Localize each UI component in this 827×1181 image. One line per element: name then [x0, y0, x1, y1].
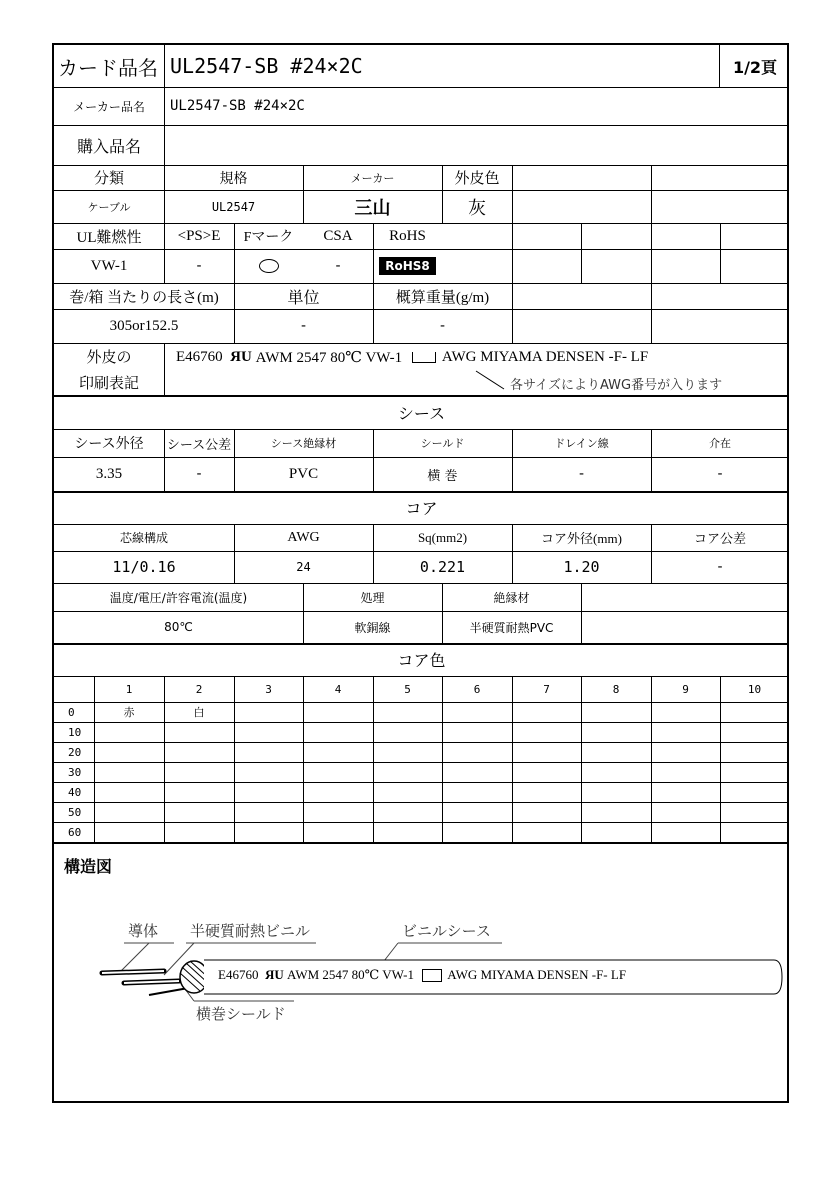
core-header-strand: 芯線構成	[119, 531, 168, 545]
grid-line	[442, 676, 443, 842]
core-header-od: コア外径(mm)	[541, 531, 622, 546]
awg-box-icon	[412, 352, 436, 363]
cable-ul-mark-icon: ЯU	[264, 967, 284, 982]
card-name-label: カード品名	[58, 57, 158, 80]
cert-header-rohs: RoHS	[389, 227, 426, 244]
print-text-c: AWG MIYAMA DENSEN -F- LF	[441, 348, 649, 365]
core-value-temp: 80℃	[164, 620, 193, 634]
structure-title: 構造図	[64, 856, 113, 876]
grid-line	[54, 491, 789, 493]
print-text-b: AWM 2547 80℃ VW-1	[255, 349, 403, 366]
cert-value-rohs	[373, 249, 442, 283]
circle-mark-icon	[259, 259, 279, 273]
color-col-header: 9	[682, 682, 689, 696]
grid-line	[651, 165, 652, 283]
grid-line	[54, 524, 789, 525]
label-sheath: ビニルシース	[402, 921, 491, 940]
class-value-category: ケーブル	[87, 200, 131, 214]
grid-line	[512, 165, 513, 283]
color-col-header: 5	[404, 682, 411, 696]
purchase-name-value	[166, 125, 766, 165]
grid-line	[164, 45, 165, 87]
grid-line	[442, 165, 443, 223]
sheath-value-drain: -	[578, 466, 585, 482]
grid-line	[303, 676, 304, 842]
grid-line	[234, 524, 235, 583]
grid-line	[54, 842, 789, 844]
maker-name-label: メーカー品名	[73, 99, 145, 114]
grid-line	[373, 429, 374, 491]
length-value-unit: -	[300, 318, 307, 334]
sheath-title: シース	[397, 403, 446, 423]
color-row-label: 30	[68, 765, 82, 779]
core-header-sq: Sq(mm2)	[417, 529, 468, 545]
grid-line	[164, 87, 165, 165]
color-col-header: 3	[265, 682, 272, 696]
sheath-header-filler: 介在	[709, 437, 731, 450]
sheath-header-shield: シールド	[420, 437, 465, 450]
cert-header-ul: UL難燃性	[76, 229, 142, 246]
grid-line	[303, 583, 304, 643]
grid-line	[651, 283, 652, 343]
maker-name-value: UL2547-SB #24×2C	[170, 98, 305, 114]
ul-mark-icon: ЯU	[230, 348, 252, 365]
grid-line	[54, 309, 789, 310]
label-shield: 横巻シールド	[196, 1004, 286, 1023]
grid-line	[54, 583, 789, 584]
core-value-insul: 半硬質耐熱PVC	[469, 620, 554, 635]
core-value-awg: 24	[296, 560, 311, 574]
grid-line	[164, 676, 165, 842]
grid-line	[54, 611, 789, 612]
core-value-strand: 11/0.16	[112, 558, 176, 576]
grid-line	[442, 583, 443, 643]
color-col-header: 7	[543, 682, 550, 696]
grid-line	[719, 45, 720, 87]
rohs-badge: RoHS8	[379, 257, 436, 275]
core-header-treat: 処理	[360, 590, 385, 605]
sheath-value-insul: PVC	[288, 465, 319, 482]
sheath-value-od: 3.35	[95, 465, 123, 482]
sheath-header-insul: シース絶縁材	[270, 437, 337, 450]
grid-line	[512, 524, 513, 583]
grid-line	[651, 524, 652, 583]
sheath-value-tol: -	[196, 466, 202, 482]
core-header-insul: 絶縁材	[493, 590, 530, 605]
grid-line	[720, 676, 721, 842]
cert-header-pse: <PS>E	[177, 227, 221, 244]
core-title: コア	[405, 499, 438, 518]
color-col-header: 4	[334, 682, 342, 696]
color-col-header: 6	[473, 682, 481, 696]
grid-line	[373, 524, 374, 583]
class-header-maker: メーカー	[350, 171, 395, 185]
grid-line	[581, 676, 582, 842]
sheath-value-shield: 横 巻	[427, 468, 458, 484]
grid-line	[651, 676, 652, 842]
grid-line	[720, 223, 721, 283]
cert-value-pse: -	[196, 258, 202, 274]
label-insulation: 半硬質耐熱ビニル	[190, 921, 311, 940]
core-header-awg: AWG	[287, 529, 320, 545]
class-header-standard: 規格	[219, 170, 248, 187]
core-value-od: 1.20	[563, 558, 600, 576]
class-value-maker: 三山	[354, 197, 391, 219]
length-value-length: 305or152.5	[109, 317, 179, 334]
label-conductor: 導体	[128, 921, 159, 940]
cable-text-a: E46760	[218, 967, 259, 982]
length-header-unit: 単位	[287, 289, 320, 307]
print-text-a: E46760	[176, 348, 223, 365]
grid-line	[54, 395, 789, 397]
grid-line	[94, 676, 95, 842]
length-value-weight: -	[439, 318, 446, 334]
color-cell: 赤	[123, 706, 135, 719]
print-text	[172, 343, 787, 371]
color-row-label: 0	[68, 705, 75, 719]
length-header-length: 巻/箱 当たりの長さ(m)	[69, 289, 219, 306]
class-value-standard: UL2547	[211, 199, 256, 214]
cable-text-c: AWG MIYAMA DENSEN -F- LF	[447, 967, 627, 982]
core-value-tol: -	[717, 559, 723, 575]
cable-print	[214, 963, 784, 987]
grid-line	[303, 165, 304, 223]
grid-line	[54, 551, 789, 552]
color-row-label: 40	[68, 785, 82, 799]
grid-line	[234, 223, 235, 283]
grid-line	[234, 676, 235, 842]
grid-line	[651, 429, 652, 491]
grid-line	[373, 676, 374, 842]
color-col-header: 2	[195, 682, 203, 696]
cert-header-csa: CSA	[323, 227, 353, 244]
grid-line	[581, 583, 582, 643]
grid-line	[164, 343, 165, 395]
color-row-label: 20	[68, 745, 82, 759]
class-header-color: 外皮色	[454, 169, 500, 187]
core-value-treat: 軟銅線	[354, 620, 391, 635]
grid-line	[512, 676, 513, 842]
page-number: 1/2頁	[732, 57, 778, 77]
grid-line	[164, 165, 165, 283]
grid-line	[512, 429, 513, 491]
cert-value-csa: -	[335, 258, 341, 274]
core-header-tol: コア公差	[693, 531, 746, 546]
length-header-weight: 概算重量(g/m)	[395, 289, 490, 306]
grid-line	[234, 283, 235, 343]
sheath-header-drain: ドレイン線	[554, 437, 609, 450]
class-value-color: 灰	[468, 197, 486, 219]
core-value-sq: 0.221	[419, 558, 466, 576]
core-color-title: コア色	[397, 651, 446, 670]
color-col-header: 1	[125, 682, 133, 696]
cable-text-b: AWM 2547 80℃ VW-1	[286, 967, 414, 982]
grid-line	[581, 223, 582, 283]
cert-value-fmark	[234, 249, 303, 283]
color-col-header: 10	[747, 682, 762, 696]
print-note: 各サイズによりAWG番号が入ります	[510, 377, 723, 393]
color-row-label: 50	[68, 805, 82, 819]
color-row-label: 10	[68, 725, 82, 739]
cert-header-fmark: Fマーク	[243, 230, 294, 245]
sheath-header-od: シース外径	[74, 437, 144, 452]
print-label-line1: 外皮の	[86, 347, 132, 366]
color-col-header: 8	[612, 682, 620, 696]
color-row-label: 60	[68, 825, 82, 839]
sheath-value-filler: -	[717, 466, 723, 482]
purchase-name-label: 購入品名	[76, 136, 141, 156]
class-header-category: 分類	[93, 169, 124, 187]
grid-line	[512, 283, 513, 343]
spec-sheet	[52, 43, 789, 1103]
print-label-line2: 印刷表記	[78, 373, 139, 392]
grid-line	[373, 223, 374, 283]
sheath-header-tol: シース公差	[166, 436, 232, 452]
grid-line	[234, 429, 235, 491]
color-cell: 白	[193, 706, 205, 719]
grid-line	[164, 429, 165, 491]
grid-line	[373, 283, 374, 343]
cert-value-ul: VW-1	[90, 257, 128, 274]
cable-awg-box-icon	[422, 969, 442, 982]
core-header-temp: 温度/電圧/許容電流(温度)	[109, 590, 248, 605]
grid-line	[54, 643, 789, 645]
grid-line	[54, 283, 789, 284]
card-name-value: UL2547-SB #24×2C	[170, 54, 363, 78]
